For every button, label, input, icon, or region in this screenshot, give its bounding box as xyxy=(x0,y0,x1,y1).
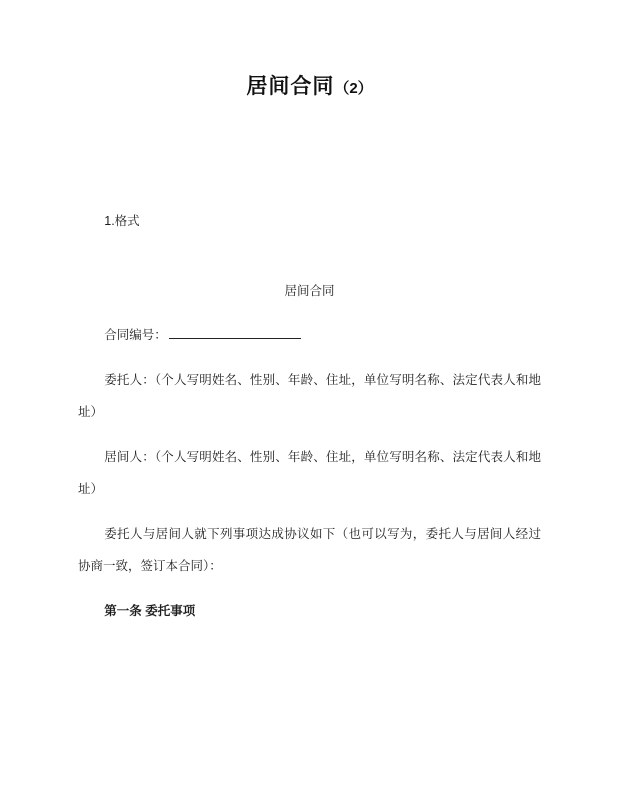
paragraph-broker: 居间人：（个人写明姓名、性别、年龄、住址，单位写明名称、法定代表人和地址） xyxy=(78,450,541,496)
contract-number-label: 合同编号： xyxy=(104,328,167,343)
contract-number-blank xyxy=(169,327,301,339)
paragraph-agreement: 委托人与居间人就下列事项达成协议如下（也可以写为，委托人与居间人经过协商一致，签订本合同）： xyxy=(78,526,541,573)
section-label: 1.格式 xyxy=(104,214,140,228)
document-body xyxy=(78,208,541,627)
page-title xyxy=(78,0,541,100)
contract-subtitle: 居间合同 xyxy=(284,283,335,298)
paragraph-client: 委托人：（个人写明姓名、性别、年龄、住址，单位写明名称、法定代表人和地址） xyxy=(78,373,541,420)
page-title-text: 居间合同 xyxy=(246,75,335,98)
clause-one-heading: 第一条 委托事项 xyxy=(104,603,196,618)
page-title-suffix: （2） xyxy=(334,80,373,97)
contract-number-line xyxy=(78,320,541,352)
